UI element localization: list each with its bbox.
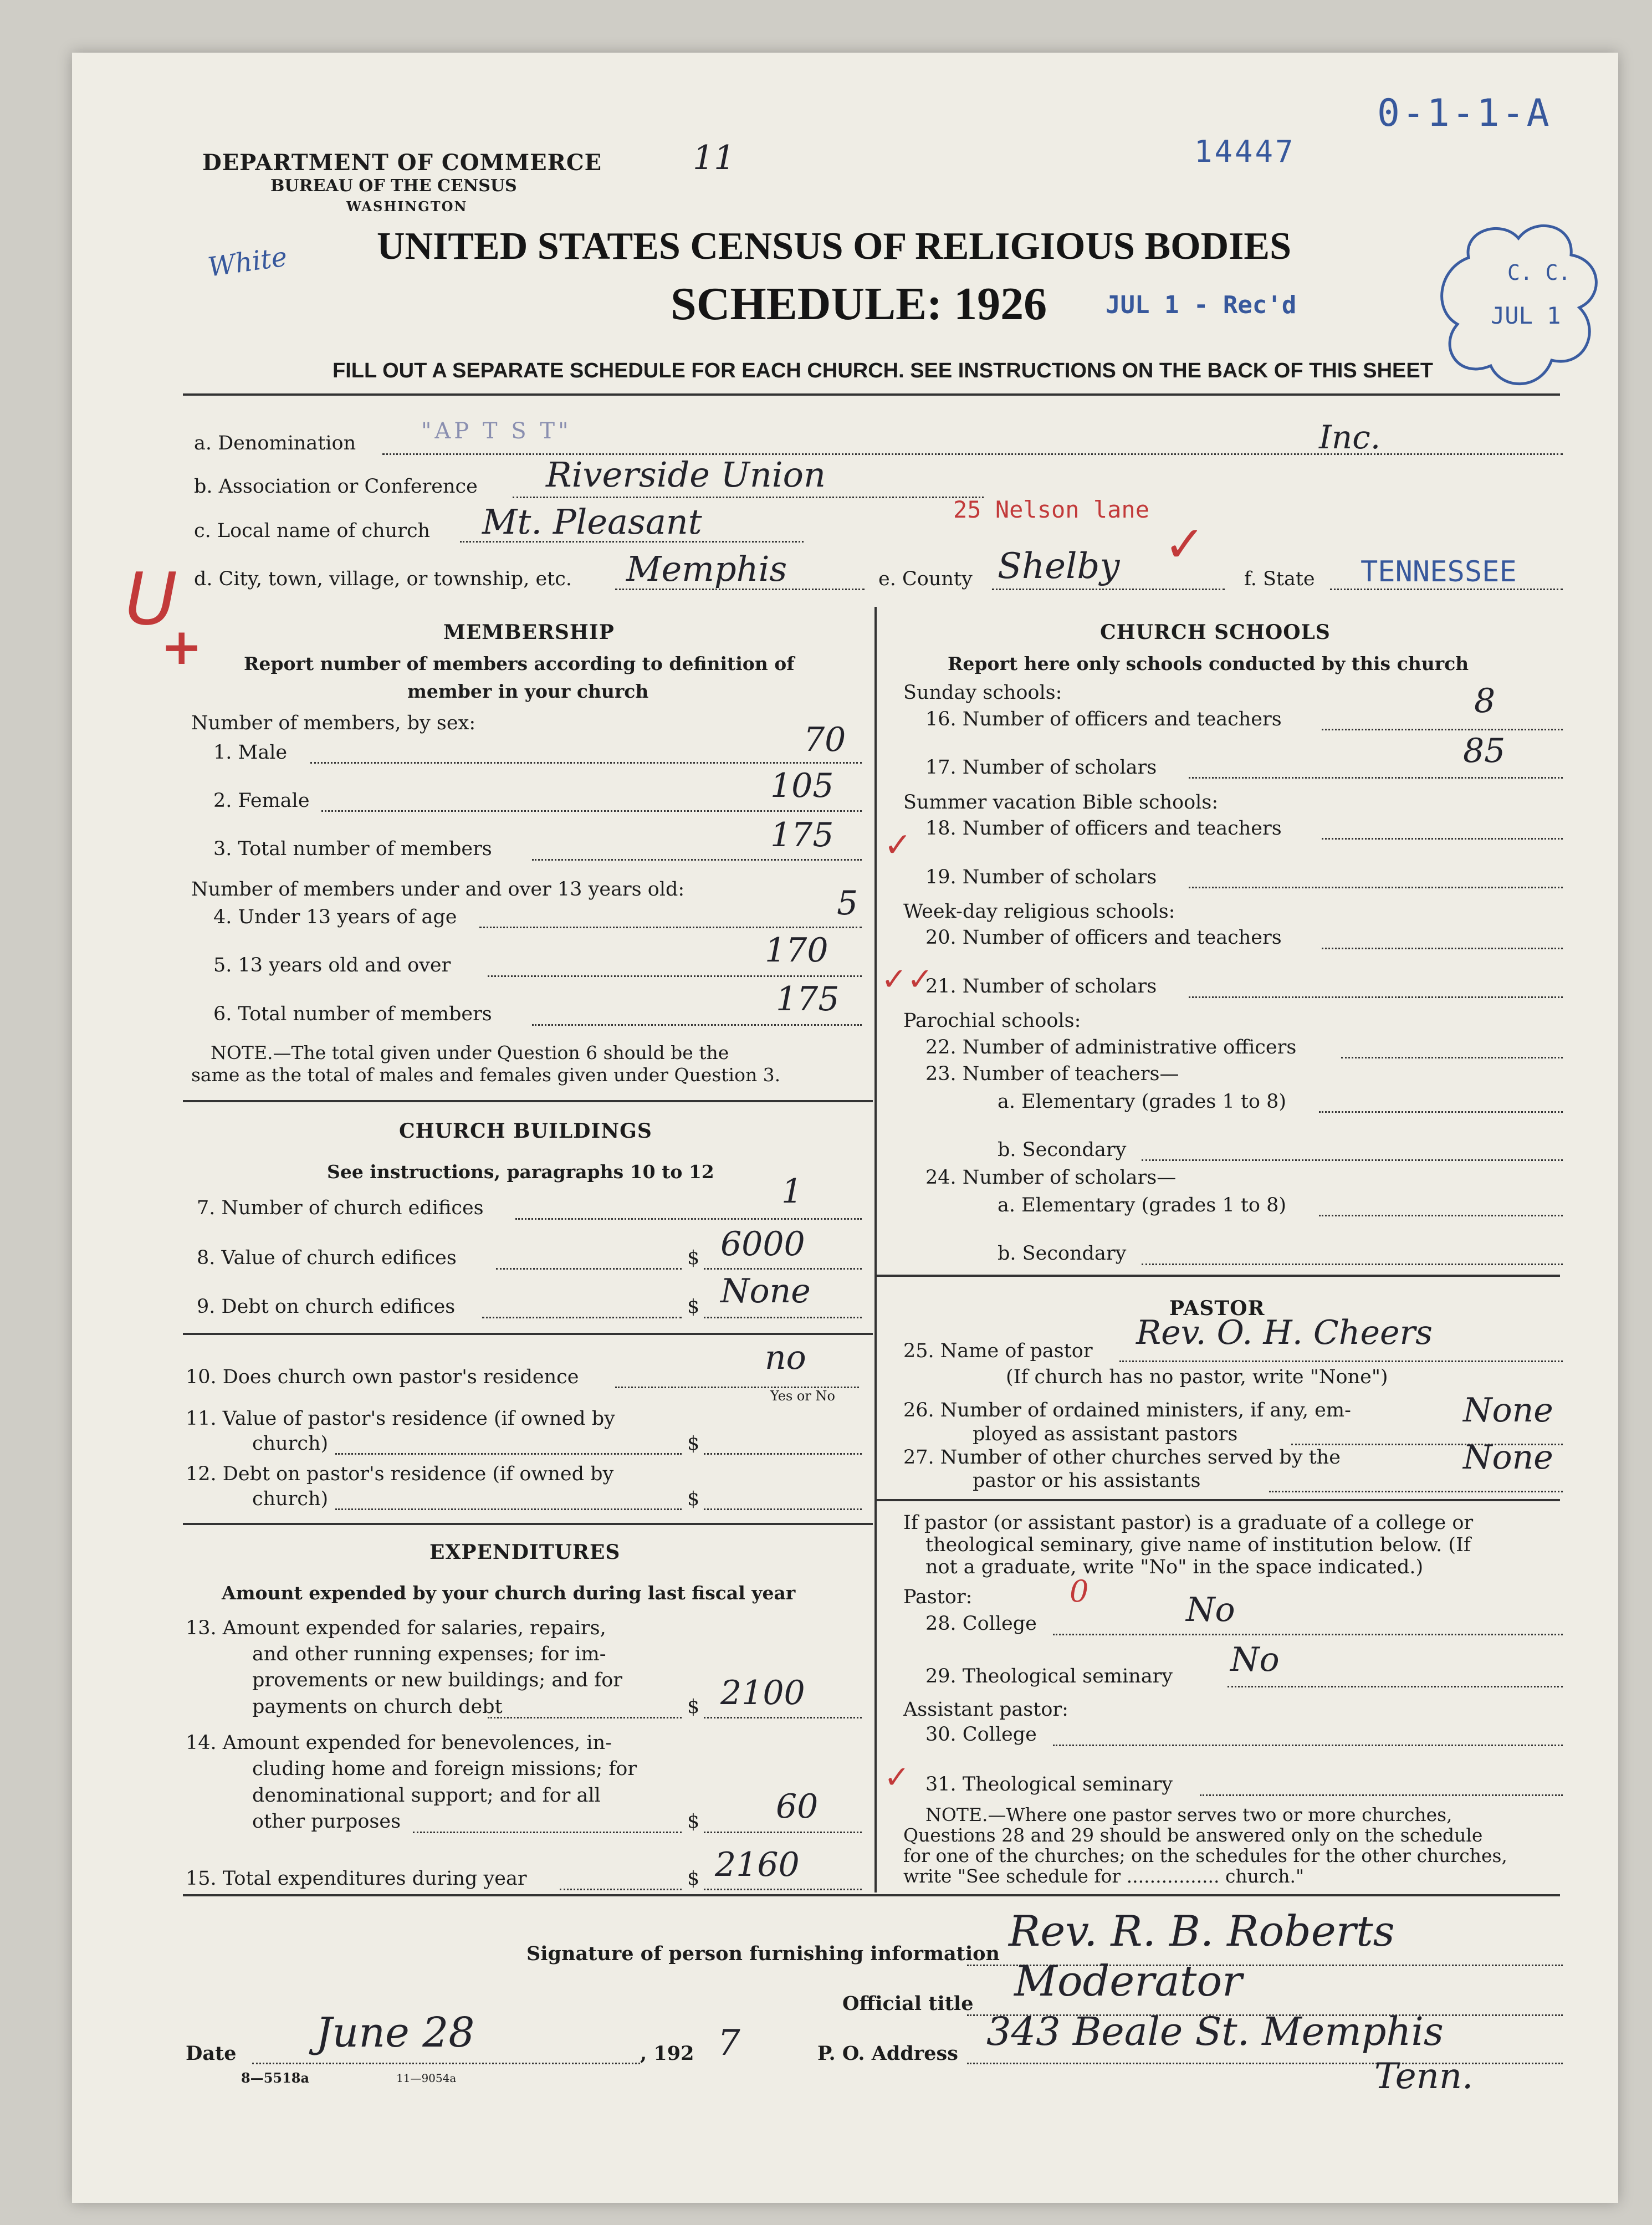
q9-value: None xyxy=(720,1272,811,1311)
serial-stamp: 14447 xyxy=(1194,134,1296,169)
q21-line xyxy=(1189,996,1563,998)
q2-value: 105 xyxy=(770,766,834,805)
q15-label: 15. Total expenditures during year xyxy=(186,1868,527,1890)
q8-label: 8. Value of church edifices xyxy=(197,1247,457,1269)
expenditures-sub: Amount expended by your church during last fiscal year xyxy=(222,1582,796,1604)
q8-line xyxy=(496,1268,682,1270)
q31-check: ✓ xyxy=(884,1759,910,1796)
q1-label: 1. Male xyxy=(213,741,288,764)
q1-line xyxy=(310,762,862,764)
schedule-title: SCHEDULE: 1926 xyxy=(671,278,1047,330)
po-address-line xyxy=(967,2063,1563,2064)
pastor-note-2: Questions 28 and 29 should be answered only on the schedule xyxy=(903,1824,1483,1846)
graduate-instruction-1: If pastor (or assistant pastor) is a graduate of a college or xyxy=(903,1512,1474,1534)
white-annotation: White xyxy=(206,241,289,283)
cc-stamp-label: C. C. xyxy=(1507,260,1571,285)
schools-rule xyxy=(876,1275,1560,1277)
membership-rule xyxy=(183,1100,873,1102)
q26-value: None xyxy=(1463,1391,1553,1430)
denomination-label: a. Denomination xyxy=(194,432,356,454)
q12-dollar: $ xyxy=(687,1488,700,1510)
q17-label: 17. Number of scholars xyxy=(925,756,1157,779)
q27-label-2: pastor or his assistants xyxy=(973,1470,1201,1492)
summer-schools-label: Summer vacation Bible schools: xyxy=(903,791,1219,814)
cc-stamp-date: JUL 1 xyxy=(1491,302,1561,329)
q28-line xyxy=(1053,1634,1563,1635)
q25-label: 25. Name of pastor xyxy=(903,1340,1093,1362)
q16-label: 16. Number of officers and teachers xyxy=(925,708,1282,730)
q15-dollar: $ xyxy=(687,1868,700,1890)
q29-line xyxy=(1228,1686,1563,1687)
q14-label-4: other purposes xyxy=(252,1810,401,1833)
q28-value: No xyxy=(1186,1590,1235,1629)
form-number-2: 11—9054a xyxy=(396,2071,457,2085)
column-divider xyxy=(874,607,877,1892)
q14-label-3: denominational support; and for all xyxy=(252,1784,601,1807)
pastor-label: Pastor: xyxy=(903,1586,973,1608)
q4-label: 4. Under 13 years of age xyxy=(213,906,457,928)
date-label: Date xyxy=(186,2042,237,2065)
association-value: Riverside Union xyxy=(546,454,826,495)
q25-value: Rev. O. H. Cheers xyxy=(1136,1313,1433,1352)
q10-label: 10. Does church own pastor's residence xyxy=(186,1366,579,1388)
expenditures-heading: EXPENDITURES xyxy=(429,1541,621,1564)
q14-value: 60 xyxy=(776,1787,819,1826)
denomination-stamp: "AP T S T" xyxy=(421,418,572,444)
city-value: Memphis xyxy=(626,549,787,589)
q22-line xyxy=(1341,1057,1563,1058)
state-label: f. State xyxy=(1244,568,1315,590)
q14-dollar: $ xyxy=(687,1810,700,1833)
local-name-value: Mt. Pleasant xyxy=(482,502,702,542)
membership-heading: MEMBERSHIP xyxy=(443,621,615,644)
q4-value: 5 xyxy=(837,884,858,923)
q14-label: 14. Amount expended for benevolences, in- xyxy=(186,1732,612,1754)
q15-line xyxy=(560,1889,682,1890)
q15-value: 2160 xyxy=(715,1845,800,1884)
q24a-label: a. Elementary (grades 1 to 8) xyxy=(998,1194,1287,1216)
q29-label: 29. Theological seminary xyxy=(925,1665,1173,1687)
sunday-schools-label: Sunday schools: xyxy=(903,682,1062,704)
q14-amount-line xyxy=(704,1832,862,1833)
q28-label: 28. College xyxy=(925,1613,1037,1635)
by-sex-label: Number of members, by sex: xyxy=(191,712,476,734)
q19-line xyxy=(1189,887,1563,888)
q12-line xyxy=(335,1508,682,1510)
q13-label-4: payments on church debt xyxy=(252,1696,503,1718)
q3-value: 175 xyxy=(770,816,834,855)
form-title: UNITED STATES CENSUS OF RELIGIOUS BODIES xyxy=(377,225,1292,268)
q13-label: 13. Amount expended for salaries, repairs, xyxy=(186,1617,606,1639)
q6-line xyxy=(532,1024,862,1026)
pastor-red-mark: 0 xyxy=(1070,1574,1089,1609)
q23a-label: a. Elementary (grades 1 to 8) xyxy=(998,1091,1287,1113)
q23a-line xyxy=(1319,1111,1563,1113)
association-label: b. Association or Conference xyxy=(194,475,478,498)
membership-sub2: member in your church xyxy=(407,681,649,702)
q1-value: 70 xyxy=(804,720,846,759)
body-bottom-rule xyxy=(183,1894,1560,1896)
q3-label: 3. Total number of members xyxy=(213,838,492,860)
form-number-1: 8—5518a xyxy=(241,2070,310,2086)
pastor-note-4: write "See schedule for ................ church." xyxy=(903,1865,1305,1887)
q18-line xyxy=(1322,838,1563,840)
q19-label: 19. Number of scholars xyxy=(925,866,1157,888)
membership-sub1: Report number of members according to definition of xyxy=(244,653,795,674)
county-check: ✓ xyxy=(1164,515,1206,574)
q12-amount-line xyxy=(704,1508,862,1510)
q24-label: 24. Number of scholars— xyxy=(925,1167,1177,1189)
buildings-sub: See instructions, paragraphs 10 to 12 xyxy=(327,1161,714,1183)
state-line xyxy=(1330,589,1563,590)
q7-value: 1 xyxy=(781,1172,803,1211)
q24b-label: b. Secondary xyxy=(998,1242,1127,1265)
department-heading: DEPARTMENT OF COMMERCE xyxy=(202,150,602,176)
q16-value: 8 xyxy=(1474,682,1496,720)
county-value: Shelby xyxy=(998,546,1120,587)
q7-label: 7. Number of church edifices xyxy=(197,1197,484,1219)
schools-sub: Report here only schools conducted by this church xyxy=(948,653,1469,674)
po-address-value-2: Tenn. xyxy=(1374,2056,1474,2097)
year-handwritten: 7 xyxy=(718,2023,740,2064)
washington-heading: WASHINGTON xyxy=(346,198,468,214)
under-over-label: Number of members under and over 13 years old: xyxy=(191,878,685,901)
q27-label: 27. Number of other churches served by the xyxy=(903,1446,1341,1469)
pastor-rule xyxy=(876,1499,1560,1501)
signature-label: Signature of person furnishing information xyxy=(526,1942,1000,1965)
buildings-heading: CHURCH BUILDINGS xyxy=(399,1119,652,1143)
q16-line xyxy=(1322,729,1563,730)
address-annotation: 25 Nelson lane xyxy=(953,496,1150,523)
q9-label: 9. Debt on church edifices xyxy=(197,1296,456,1318)
red-plus-mark: + xyxy=(161,618,203,676)
q6-label: 6. Total number of members xyxy=(213,1003,492,1025)
q15-amount-line xyxy=(704,1889,862,1890)
q23b-line xyxy=(1142,1159,1563,1161)
q23-label: 23. Number of teachers— xyxy=(925,1063,1179,1085)
q26-label: 26. Number of ordained ministers, if any, em- xyxy=(903,1399,1351,1421)
q5-label: 5. 13 years old and over xyxy=(213,954,451,976)
q13-label-3: provements or new buildings; and for xyxy=(252,1669,623,1691)
po-address-value: 343 Beale St. Memphis xyxy=(986,2009,1444,2054)
q20-label: 20. Number of officers and teachers xyxy=(925,927,1282,949)
q23b-label: b. Secondary xyxy=(998,1139,1127,1161)
local-name-label: c. Local name of church xyxy=(194,520,431,542)
association-line xyxy=(513,497,984,498)
q22-label: 22. Number of administrative officers xyxy=(925,1036,1297,1058)
official-title-value: Moderator xyxy=(1014,1956,1242,2006)
q8-amount-line xyxy=(704,1268,862,1270)
q13-amount-line xyxy=(704,1717,862,1718)
q31-label: 31. Theological seminary xyxy=(925,1773,1173,1796)
pastor-note-3: for one of the churches; on the schedules for the other churches, xyxy=(903,1845,1507,1866)
q21-double-check: ✓✓ xyxy=(881,961,933,998)
year-prefix: , 192 xyxy=(640,2042,694,2065)
graduate-instruction-2: theological seminary, give name of institution below. (If xyxy=(925,1534,1471,1556)
residence-rule xyxy=(183,1523,873,1525)
schools-heading: CHURCH SCHOOLS xyxy=(1100,621,1331,644)
q30-line xyxy=(1053,1745,1563,1746)
q10-value: no xyxy=(765,1338,806,1377)
q9-amount-line xyxy=(704,1317,862,1318)
header-rule xyxy=(183,393,1560,396)
q5-line xyxy=(488,975,862,977)
graduate-instruction-3: not a graduate, write "No" in the space indicated.) xyxy=(925,1556,1424,1578)
q7-line xyxy=(515,1218,862,1220)
q9-line xyxy=(482,1317,682,1318)
county-line xyxy=(992,589,1225,590)
q13-value: 2100 xyxy=(720,1674,805,1712)
received-stamp: JUL 1 - Rec'd xyxy=(1106,291,1297,319)
q21-label: 21. Number of scholars xyxy=(925,975,1157,998)
q6-value: 175 xyxy=(776,980,840,1019)
q27-line xyxy=(1269,1491,1563,1492)
pastor-heading: PASTOR xyxy=(1169,1297,1265,1320)
q29-value: No xyxy=(1230,1640,1280,1679)
bureau-heading: BUREAU OF THE CENSUS xyxy=(270,176,517,196)
q11-line xyxy=(335,1453,682,1455)
q9-dollar: $ xyxy=(687,1296,700,1318)
q13-line xyxy=(488,1717,682,1718)
membership-note-2: same as the total of males and females given under Question 3. xyxy=(191,1064,781,1086)
q24a-line xyxy=(1319,1215,1563,1216)
q4-line xyxy=(479,927,862,928)
q2-label: 2. Female xyxy=(213,790,310,812)
pastor-note-1: NOTE.—Where one pastor serves two or more churches, xyxy=(925,1804,1452,1825)
signature-value: Rev. R. B. Roberts xyxy=(1009,1906,1395,1956)
handwritten-number: 11 xyxy=(693,139,735,177)
city-label: d. City, town, village, or township, etc. xyxy=(194,568,572,590)
q26-label-2: ployed as assistant pastors xyxy=(973,1423,1238,1445)
q12-label-2: church) xyxy=(252,1488,329,1510)
q31-line xyxy=(1200,1794,1563,1796)
q2-line xyxy=(321,810,862,812)
q8-value: 6000 xyxy=(720,1225,805,1264)
q14-label-2: cluding home and foreign missions; for xyxy=(252,1758,637,1780)
yes-or-no-hint: Yes or No xyxy=(770,1388,835,1404)
buildings-rule xyxy=(183,1333,873,1335)
denomination-handwritten: Inc. xyxy=(1319,418,1381,456)
q3-line xyxy=(532,859,862,861)
file-code-stamp: 0-1-1-A xyxy=(1377,91,1552,135)
q25-note: (If church has no pastor, write "None") xyxy=(1006,1366,1388,1388)
q18-check: ✓ xyxy=(884,826,912,865)
q17-line xyxy=(1189,777,1563,779)
q5-value: 170 xyxy=(765,931,828,970)
q12-label: 12. Debt on pastor's residence (if owned by xyxy=(186,1463,614,1485)
assistant-pastor-label: Assistant pastor: xyxy=(903,1699,1068,1721)
membership-note-1: NOTE.—The total given under Question 6 should be the xyxy=(211,1042,729,1063)
q11-label-2: church) xyxy=(252,1433,329,1455)
q24b-line xyxy=(1142,1264,1563,1265)
official-title-label: Official title xyxy=(842,1992,974,2015)
q20-line xyxy=(1322,948,1563,949)
q11-amount-line xyxy=(704,1453,862,1455)
q27-value: None xyxy=(1463,1438,1553,1477)
q13-label-2: and other running expenses; for im- xyxy=(252,1643,606,1665)
red-u-mark: U xyxy=(125,557,178,641)
weekday-schools-label: Week-day religious schools: xyxy=(903,901,1175,923)
county-label: e. County xyxy=(878,568,973,590)
q17-value: 85 xyxy=(1463,732,1506,770)
q11-label: 11. Value of pastor's residence (if owned by xyxy=(186,1408,615,1430)
po-address-label: P. O. Address xyxy=(817,2042,958,2065)
q30-label: 30. College xyxy=(925,1723,1037,1746)
q11-dollar: $ xyxy=(687,1433,700,1455)
q18-label: 18. Number of officers and teachers xyxy=(925,817,1282,840)
q8-dollar: $ xyxy=(687,1247,700,1269)
separate-schedule-instruction: FILL OUT A SEPARATE SCHEDULE FOR EACH CHURCH. SEE INSTRUCTIONS ON THE BACK OF THIS SHEET xyxy=(333,359,1433,382)
parochial-schools-label: Parochial schools: xyxy=(903,1010,1081,1032)
q14-line xyxy=(413,1832,682,1833)
date-value: June 28 xyxy=(316,2009,475,2057)
q13-dollar: $ xyxy=(687,1696,700,1718)
q25-line xyxy=(1119,1360,1563,1362)
date-line xyxy=(252,2063,640,2064)
state-stamp: TENNESSEE xyxy=(1361,555,1517,589)
